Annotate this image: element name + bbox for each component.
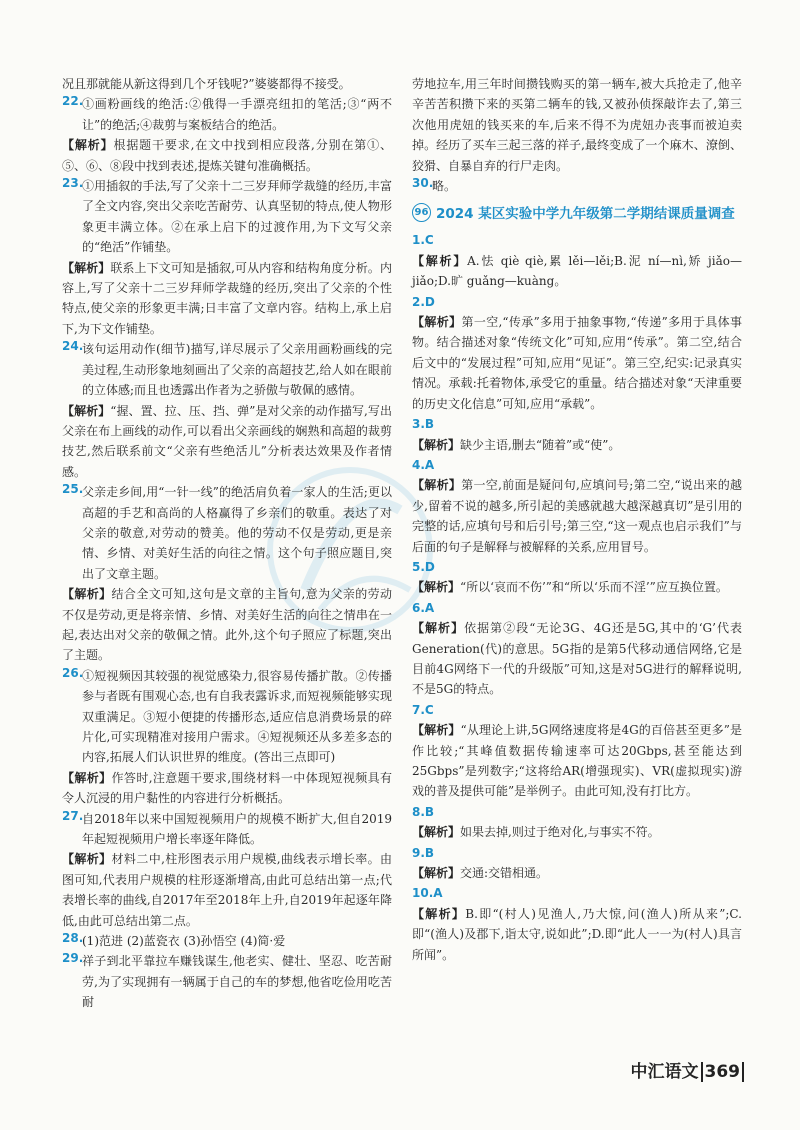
analysis-text: 交通:交错相通。 xyxy=(460,866,549,881)
analysis-label: 【解析】 xyxy=(62,770,112,785)
intro-line: 况且那就能从新这得到几个牙钱呢?”婆婆都得不接受。 xyxy=(62,77,351,91)
analysis-text: 结合全文可知,这句是文章的主旨句,意为父亲的劳动不仅是劳动,更是将亲情、乡情、对美好生活的向往之情串在一起,表达出对父亲的敬佩之情。此外,这个句子照应了标题,突出了主题。 xyxy=(62,587,392,663)
answer-letter: B xyxy=(424,804,435,819)
analysis-text: 缺少主语,删去“随着”或“使”。 xyxy=(460,437,621,452)
analysis xyxy=(412,312,742,414)
answer-item-30 xyxy=(412,176,742,196)
answer-item-28 xyxy=(62,931,392,951)
analysis xyxy=(412,863,742,883)
answer-letter: C xyxy=(424,702,434,717)
answer-text: 父亲走乡间,用“一针一线”的绝活肩负着一家人的生活;更以高超的手艺和高尚的人格赢得了乡亲们的敬重。表达了对父亲的敬意,对劳动的赞美。他的劳动不仅是劳动,更是亲情、乡情、对美好生活的向往之情。这个句子照应题目,突出了文章主题。 xyxy=(82,485,392,581)
answer-text: ①短视频因其较强的视觉感染力,很容易传播扩散。②传播参与者既有围观心态,也有自我表露诉求,而短视频能够实现双重满足。③短小便捷的传播形态,适应信息消费场景的碎片化,可实现精准对接用户需求。④短视频还从多差多态的内容,拓展人们认识世界的维度。(答出三点即可) xyxy=(82,668,392,765)
analysis-text: 第一空,“传承”多用于抽象事物,“传递”多用于具体事物。结合描述对象“传统文化”可知,应用“传承”。第二空,结合后文中的“发展过程”可知,应用“见证”。第三空,纪实:记录真实情况。承载:托着物体,承受它的重量。结合描述对象“天津重要的历史文化信息”可知,应用“承载”。 xyxy=(412,315,742,411)
analysis-text: A.怯 qiè qiè,累 lěi—lěi;B.泥 ní—nì,矫 jiǎo—jiǎo;D.旷 guǎng—kuàng。 xyxy=(412,253,742,289)
footer-brand: 中汇语文 xyxy=(630,1062,699,1082)
answer-text: 自2018年以来中国短视频用户的规模不断扩大,但自2019年起短视频用户增长率逐年降低。 xyxy=(82,811,392,847)
question-number: 3. xyxy=(412,417,425,432)
question-number: 2. xyxy=(412,294,425,309)
answer-letter: A xyxy=(424,457,435,472)
analysis xyxy=(412,577,742,597)
analysis-label: 【解析】 xyxy=(412,437,461,452)
analysis xyxy=(412,435,742,455)
page-number: 369 xyxy=(701,1062,745,1082)
analysis-text: “所以‘哀而不伤’”和“所以‘乐而不淫’”应互换位置。 xyxy=(460,580,728,595)
answer-text: ①画粉画线的绝活:②俄得一手漂亮纽扣的笔活;③“两不让”的绝活;④裁剪与案板结合的绝活。 xyxy=(82,97,392,132)
analysis-label: 【解析】 xyxy=(412,478,462,493)
right-column xyxy=(412,74,742,965)
question-number: 27. xyxy=(62,808,84,823)
question-number: 1. xyxy=(412,233,425,248)
answer-letter: C xyxy=(424,233,434,248)
question-number: 26. xyxy=(62,665,84,680)
answer-line-6 xyxy=(412,598,742,618)
analysis-label: 【解析】 xyxy=(412,580,461,595)
answer-line-9 xyxy=(412,843,742,863)
continuation-text: 劳地拉车,用三年时间攒钱购买的第一辆车,被大兵抢走了,他辛辛苦苦积攒下来的买第二辆车的钱,又被孙侦探敲诈去了,第三次他用虎妞的钱买来的车,后来不得不为虎妞办丧事而被迫卖掉。经历了买车三起三落的祥子,最终变成了一个麻木、潦倒、狡猾、自暴自弃的行尸走肉。 xyxy=(412,77,742,173)
answer-item-24 xyxy=(62,339,392,400)
question-number: 29. xyxy=(62,951,84,966)
answer-line-3 xyxy=(412,414,742,434)
analysis-text: “握、置、拉、压、挡、弹”是对父亲的动作描写,写出父亲在布上画线的动作,可以看出父亲画线的娴熟和高超的裁剪技艺,然后联系前文“父亲有些绝活儿”分析表达效果及作者情感。 xyxy=(62,403,392,479)
analysis-label: 【解析】 xyxy=(412,825,461,840)
analysis-label: 【解析】 xyxy=(412,723,461,738)
analysis xyxy=(62,401,392,483)
analysis xyxy=(62,768,392,809)
section-title: 2024 某区实验中学九年级第二学期结课质量调查 xyxy=(436,206,735,223)
analysis-text: “从理论上讲,5G网络速度将是4G的百倍甚至更多”是作比较;“其峰值数据传输速率可达20Gbps,甚至能达到25Gbps”是列数字;“这将给AR(增强现实)、VR(虚拟现实)游戏的普及提供可能”是举例子。由此可知,没有打比方。 xyxy=(412,723,742,799)
analysis-text: 材料二中,柱形图表示用户规模,曲线表示增长率。由图可知,代表用户规模的柱形逐渐增高,由此可总结出第一点;代表增长率的曲线,自2017年至2018年上升,自2019年起逐年降低,由此可总结出第二点。 xyxy=(62,852,392,928)
analysis-text: B.即“(村人)见渔人,乃大惊,问(渔人)所从来”;C.即“(渔人)及郡下,诣太守,说如此”;D.即“此人一一为(村人)具言所闻”。 xyxy=(412,906,742,962)
section-number-badge: 96 xyxy=(412,203,431,222)
analysis xyxy=(412,720,742,802)
analysis-text: 联系上下文可知是插叙,可从内容和结构角度分析。内容上,写了父亲十二三岁拜师学裁缝的经历,突出了父亲的个性特点,使父亲的形象更丰满;日丰富了文章内容。结构上,承上启下,为下文作铺垫。 xyxy=(62,260,392,336)
analysis-label: 【解析】 xyxy=(62,587,112,602)
analysis xyxy=(412,475,742,557)
question-number: 24. xyxy=(62,339,84,354)
analysis-text: 作答时,注意题干要求,围绕材料一中体现短视频具有令人沉浸的用户黏性的内容进行分析概括。 xyxy=(62,770,392,806)
question-number: 30. xyxy=(412,176,434,191)
analysis xyxy=(62,849,392,931)
answer-line-2 xyxy=(412,292,742,312)
answer-letter: A xyxy=(424,600,435,615)
answer-letter: D xyxy=(424,559,435,574)
answer-text: 该句运用动作(细节)描写,详尽展示了父亲用画粉画线的完美过程,生动形象地刻画出了父亲的高超技艺,给人如在眼前的立体感;而且也透露出作者为之骄傲与敬佩的感情。 xyxy=(82,342,392,398)
analysis-text: 依据第②段“无论3G、4G还是5G,其中的‘G’代表Generation(代)的意思。5G指的是第5代移动通信网络,它是目前4G网络下一代的升级版”可知,这是对5G进行的解释说明,不是5G的特点。 xyxy=(412,621,742,697)
analysis-label: 【解析】 xyxy=(412,253,468,268)
analysis-text: 第一空,前面是疑问句,应填问号;第二空,“说出来的越少,留着不说的越多,所引起的美感就越大越深越真切”是引用的完整的话,应填句号和后引号;第三空,“这一观点也启示我们”与后面的句子是解释与被解释的关系,应用冒号。 xyxy=(412,478,742,554)
answer-item-29 xyxy=(62,951,392,1012)
analysis-label: 【解析】 xyxy=(62,403,111,418)
analysis xyxy=(412,618,742,700)
question-number: 25. xyxy=(62,482,84,497)
analysis xyxy=(62,258,392,340)
answer-letter: B xyxy=(424,417,435,432)
analysis xyxy=(412,251,742,292)
analysis xyxy=(62,584,392,666)
answer-line-10 xyxy=(412,883,742,903)
answer-line-4 xyxy=(412,455,742,475)
answer-item-26 xyxy=(62,666,392,768)
analysis-text: 根据题干要求,在文中找到相应段落,分别在第①、⑤、⑥、⑧段中找到表述,提炼关键句准确概括。 xyxy=(62,138,392,173)
analysis-text: 如果去掉,则过于绝对化,与事实不符。 xyxy=(460,825,660,840)
analysis xyxy=(412,904,742,965)
analysis-label: 【解析】 xyxy=(62,260,111,275)
analysis-label: 【解析】 xyxy=(412,906,466,921)
analysis xyxy=(62,135,392,176)
question-number: 6. xyxy=(412,600,425,615)
analysis xyxy=(412,822,742,842)
question-number: 10. xyxy=(412,886,434,901)
answer-item-22 xyxy=(62,94,392,135)
analysis-label: 【解析】 xyxy=(62,138,114,153)
question-number: 8. xyxy=(412,804,425,819)
answer-item-25 xyxy=(62,482,392,584)
answer-line-7 xyxy=(412,700,742,720)
answer-item-23 xyxy=(62,176,392,258)
answer-text: 略。 xyxy=(432,179,457,194)
question-number: 4. xyxy=(412,457,425,472)
analysis-label: 【解析】 xyxy=(412,866,461,881)
left-column xyxy=(62,74,392,1013)
answer-line-8 xyxy=(412,802,742,822)
question-number: 9. xyxy=(412,845,425,860)
analysis-label: 【解析】 xyxy=(412,315,462,330)
answer-line-5 xyxy=(412,557,742,577)
question-number: 7. xyxy=(412,702,425,717)
answer-letter: B xyxy=(424,845,435,860)
analysis-label: 【解析】 xyxy=(62,852,112,867)
answer-text: 祥子到北平靠拉车赚钱谋生,他老实、健壮、坚忍、吃苦耐劳,为了实现拥有一辆属于自己的车的梦想,他省吃俭用吃苦耐 xyxy=(82,954,392,1010)
answer-letter: A xyxy=(433,886,443,901)
answer-line-1 xyxy=(412,230,742,250)
analysis-label: 【解析】 xyxy=(412,621,465,636)
question-number: 23. xyxy=(62,176,84,191)
question-number: 22. xyxy=(62,94,84,109)
section-heading xyxy=(412,202,742,222)
page-footer xyxy=(631,1057,745,1082)
question-number: 5. xyxy=(412,559,425,574)
answer-text: ①用插叙的手法,写了父亲十二三岁拜师学裁缝的经历,丰富了全文内容,突出父亲吃苦耐劳、认真坚韧的特点,使人物形象更丰满立体。②在承上启下的过渡作用,为下文写父亲的“绝活”作铺垫。 xyxy=(82,179,392,255)
question-number: 28. xyxy=(62,931,84,946)
answer-text: (1)范进 (2)蓝瓷衣 (3)孙悟空 (4)简·爱 xyxy=(82,934,286,949)
answer-letter: D xyxy=(424,294,435,309)
answer-item-27 xyxy=(62,809,392,850)
